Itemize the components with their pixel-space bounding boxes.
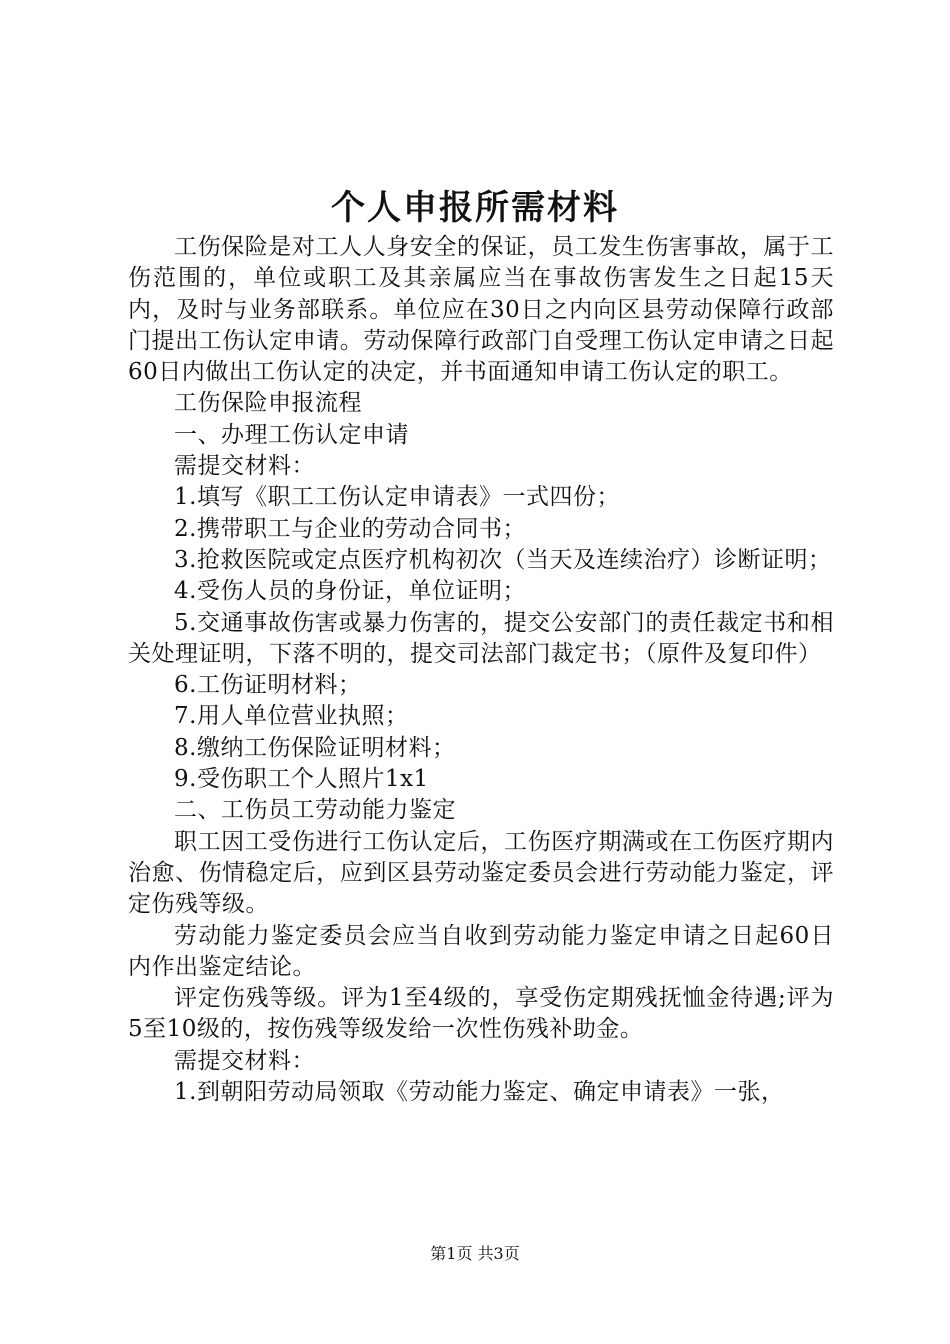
paragraph: 评定伤残等级。评为1至4级的，享受伤定期残抚恤金待遇;评为5至10级的，按伤残等级发给一次性伤残补助金。: [128, 985, 834, 1043]
list-item: 9.受伤职工个人照片1x1: [174, 766, 429, 793]
list-item: 7.用人单位营业执照；: [174, 703, 409, 730]
list-item: 6.工伤证明材料；: [174, 672, 362, 699]
list-item: 5.交通事故伤害或暴力伤害的，提交公安部门的责任裁定书和相关处理证明，下落不明的，提交司法部门裁定书；（原件及复印件）: [128, 609, 834, 667]
list-item: 3.抢救医院或定点医疗机构初次（当天及连续治疗）诊断证明；: [174, 546, 832, 573]
materials-label: 需提交材料：: [174, 1047, 315, 1074]
materials-label: 需提交材料：: [174, 453, 315, 480]
list-item: 1.填写《职工工伤认定申请表》一式四份；: [174, 484, 620, 511]
section-heading-1: 一、办理工伤认定申请: [174, 421, 409, 448]
paragraph: 劳动能力鉴定委员会应当自收到劳动能力鉴定申请之日起60日内作出鉴定结论。: [128, 922, 834, 980]
list-item: 2.携带职工与企业的劳动合同书；: [174, 515, 526, 542]
paragraph: 职工因工受伤进行工伤认定后，工伤医疗期满或在工伤医疗期内治愈、伤情稳定后，应到区县劳动鉴定委员会进行劳动能力鉴定，评定伤残等级。: [128, 828, 834, 918]
document-body: [128, 232, 834, 1108]
list-item: 1.到朝阳劳动局领取《劳动能力鉴定、确定申请表》一张，: [174, 1079, 785, 1106]
list-item: 4.受伤人员的身份证，单位证明；: [174, 578, 526, 605]
section-heading-2: 二、工伤员工劳动能力鉴定: [174, 797, 456, 824]
paragraph-process-heading: 工伤保险申报流程: [174, 390, 362, 417]
list-item: 8.缴纳工伤保险证明材料；: [174, 734, 456, 761]
page-footer: 第1页 共3页: [430, 1244, 520, 1263]
document-title: 个人申报所需材料: [331, 188, 619, 228]
paragraph-intro: 工伤保险是对工人人身安全的保证，员工发生伤害事故，属于工伤范围的，单位或职工及其亲属应当在事故伤害发生之日起15天内，及时与业务部联系。单位应在30日之内向区县劳动保障行政部门提出工伤认定申请。劳动保障行政部门自受理工伤认定申请之日起60日内做出工伤认定的决定，并书面通知申请工伤认定的职工。: [128, 234, 834, 386]
